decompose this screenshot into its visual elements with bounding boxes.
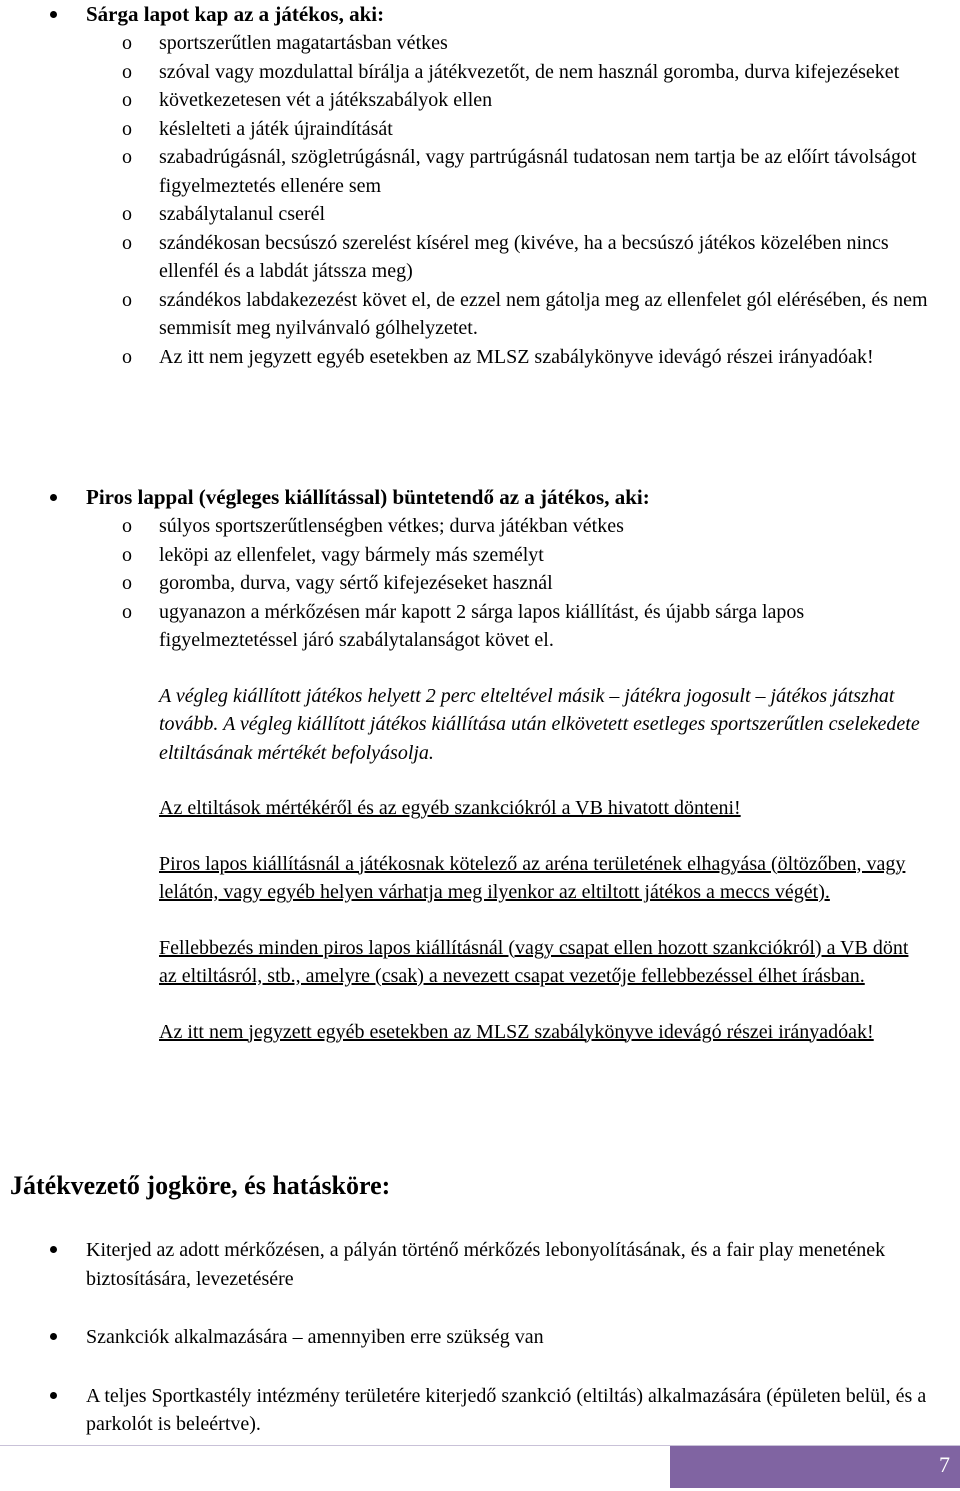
suspension-note: Az eltiltások mértékéről és az egyéb szankciókról a VB hivatott dönteni! [159, 797, 741, 819]
circle-bullet-icon: o [122, 515, 132, 537]
list-item [0, 569, 960, 598]
list-item [0, 229, 960, 286]
list-item [0, 143, 960, 200]
list-item-text: késlelteti a játék újraindítását [159, 117, 393, 140]
list-item [0, 343, 960, 372]
list-item-text: A teljes Sportkastély intézmény területére kiterjedő szankció (eltiltás) alkalmazására (épületen belül, és a parkolót is beleértve). [86, 1384, 927, 1435]
referee-list [0, 1236, 960, 1439]
list-item [0, 29, 960, 58]
list-item [0, 512, 960, 541]
list-item-text: ugyanazon a mérkőzésen már kapott 2 sárga lapos kiállítást, és újabb sárga lapos figyelmeztetéssel járó szabálytalanságot követ el. [159, 600, 805, 651]
list-item-text: szóval vagy mozdulattal bírálja a játékvezetőt, de nem használ goromba, durva kifejezéseket [159, 60, 900, 83]
red-card-title: Piros lappal (végleges kiállítással) büntetendő az a játékos, aki: [86, 485, 650, 509]
bullet-icon [50, 494, 57, 501]
list-item [0, 1382, 960, 1439]
circle-bullet-icon: o [122, 572, 132, 594]
circle-bullet-icon: o [122, 146, 132, 168]
list-item [0, 58, 960, 87]
list-item [0, 1236, 960, 1293]
italic-note: A végleg kiállított játékos helyett 2 perc elteltével másik – játékra jogosult – játékos játszhat tovább. A végleg kiállított játékos kiállítása után elkövetett esetleges sportszerűtlen cselekedete eltiltásának mértékét befolyásolja. [159, 684, 920, 764]
circle-bullet-icon: o [122, 543, 132, 566]
page-number-box [670, 1446, 960, 1488]
list-item [0, 115, 960, 144]
list-item-text: szabadrúgásnál, szögletrúgásnál, vagy partrúgásnál tudatosan nem tartja be az előírt távolságot figyelmeztetés ellenére sem [159, 146, 917, 197]
list-item-text: Szankciók alkalmazására – amennyiben erre szükség van [86, 1326, 544, 1348]
list-item [0, 200, 960, 229]
circle-bullet-icon: o [122, 231, 132, 254]
referee-heading: Játékvezető jogköre, és hatásköre: [10, 1171, 391, 1200]
list-item-text: szándékos labdakezezést követ el, de ezzel nem gátolja meg az ellenfelet gól elérésében, és nem semmisít meg nyilvánvaló gólhelyzetet. [159, 288, 928, 339]
appeal-note: Fellebbezés minden piros lapos kiállításnál (vagy csapat ellen hozott szankciókról) a VB dönt az eltiltásról, stb., amelyre (csak) a nevezett csapat vezetője fellebbezéssel élhet írásban. [159, 936, 909, 987]
circle-bullet-icon: o [122, 60, 132, 83]
bullet-icon [50, 1333, 57, 1340]
red-card-heading-row [0, 483, 960, 512]
arena-leave-note: Piros lapos kiállításnál a játékosnak kötelező az aréna területének elhagyása (öltözőben, vagy lelátón, vagy egyéb helyen várhatja meg ilyenkor az eltiltott játékos a meccs végét). [159, 852, 906, 903]
circle-bullet-icon: o [122, 32, 132, 54]
list-item [0, 86, 960, 115]
circle-bullet-icon: o [122, 203, 132, 225]
list-item [0, 598, 960, 655]
list-item [0, 541, 960, 570]
list-item-text: goromba, durva, vagy sértő kifejezéseket használ [159, 572, 553, 594]
list-item-text: szándékosan becsúszó szerelést kísérel meg (kivéve, ha a becsúszó játékos közelében nincs ellenfél és a labdát játssza meg) [159, 231, 889, 282]
list-item-text: szabálytalanul cserél [159, 203, 326, 225]
list-item [0, 286, 960, 343]
circle-bullet-icon: o [122, 288, 132, 311]
bullet-icon [50, 1246, 57, 1253]
list-item-text: súlyos sportszerűtlenségben vétkes; durva játékban vétkes [159, 515, 624, 537]
yellow-card-heading-row [0, 0, 960, 29]
list-item-text: következetesen vét a játékszabályok ellen [159, 89, 493, 111]
list-item-text: Az itt nem jegyzett egyéb esetekben az MLSZ szabálykönyve idevágó részei irányadóak! [159, 345, 874, 368]
circle-bullet-icon: o [122, 89, 132, 111]
bullet-icon [50, 11, 57, 18]
list-item [0, 1323, 960, 1352]
bullet-icon [50, 1392, 57, 1399]
mlsz-note: Az itt nem jegyzett egyéb esetekben az MLSZ szabálykönyve idevágó részei irányadóak! [159, 1020, 874, 1043]
list-item-text: sportszerűtlen magatartásban vétkes [159, 32, 448, 54]
list-item-text: leköpi az ellenfelet, vagy bármely más személyt [159, 543, 544, 566]
yellow-card-title: Sárga lapot kap az a játékos, aki: [86, 2, 385, 26]
page-number: 7 [939, 1452, 950, 1477]
list-item-text: Kiterjed az adott mérkőzésen, a pályán történő mérkőzés lebonyolításának, és a fair play menetének biztosítására, levezetésére [86, 1239, 886, 1290]
circle-bullet-icon: o [122, 600, 132, 623]
red-card-section [0, 483, 960, 1046]
circle-bullet-icon: o [122, 117, 132, 140]
yellow-card-section [0, 0, 960, 371]
circle-bullet-icon: o [122, 345, 132, 368]
